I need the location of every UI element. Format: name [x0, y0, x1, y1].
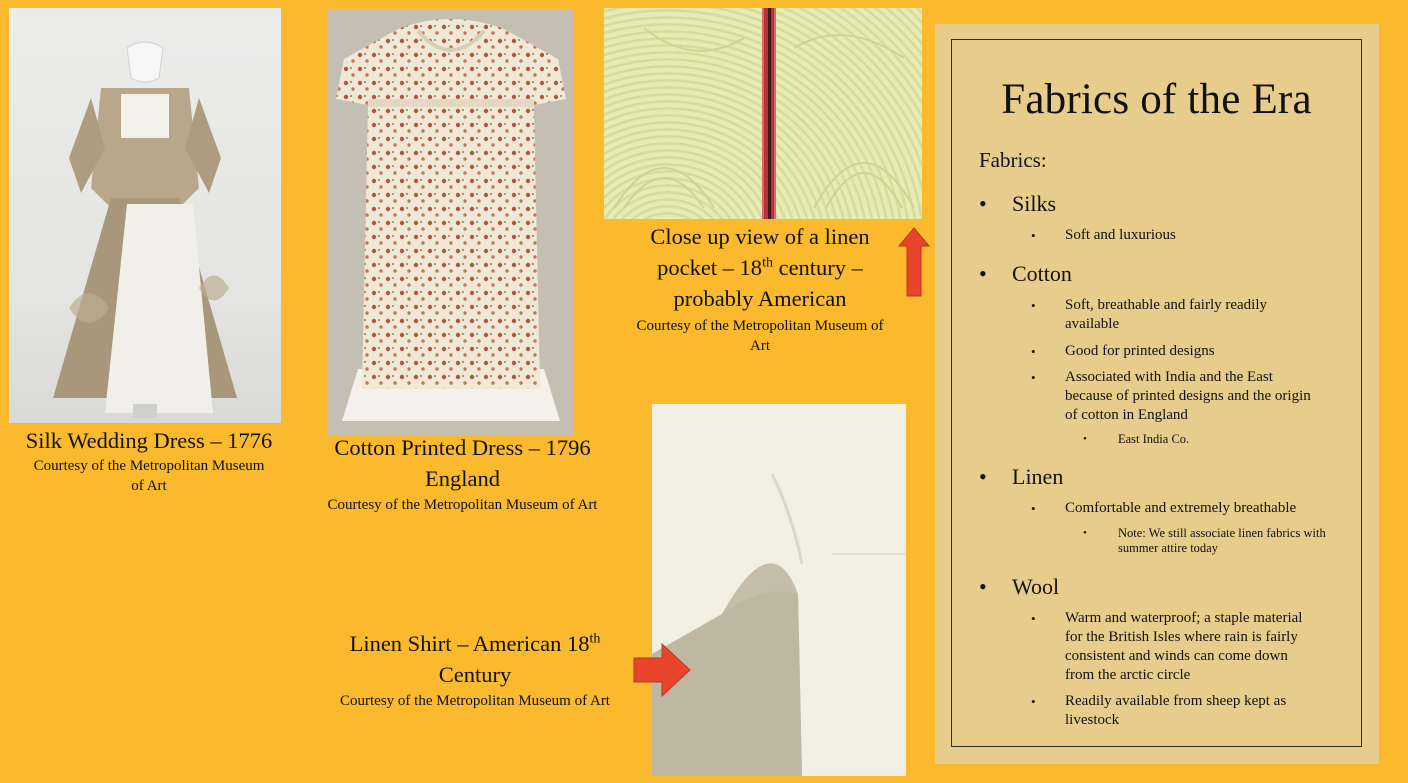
silk-dress-caption-title: Silk Wedding Dress – 1776: [25, 428, 273, 453]
wool-point-1: [1031, 609, 1311, 685]
pocket-illustration: [604, 8, 922, 219]
silk-wedding-dress-photo: [9, 8, 281, 423]
linen-point-1: [1031, 499, 1311, 518]
linen-pocket-credit: [600, 316, 920, 356]
cotton-dress-caption-title: [295, 432, 630, 494]
linen-pocket-credit-line2: Art: [750, 338, 770, 354]
fabric-heading-silks: [979, 190, 1056, 218]
linen-pocket-credit-line1: Courtesy of the Metropolitan Museum of: [636, 318, 884, 334]
cotton-point-2: [1031, 342, 1311, 361]
cotton-point-1: [1031, 296, 1311, 334]
linen-shirt-credit: Courtesy of the Metropolitan Museum of Art: [340, 693, 610, 709]
fabric-heading-silks-text: Silks: [1012, 191, 1057, 216]
linen-shirt-title-line1: [350, 631, 601, 656]
wool-point-1-text: Warm and waterproof; a staple material for the British Isles where rain is fairly consistent and winds can come down from the arctic circle: [1065, 610, 1303, 683]
cotton-dress-title-line1: Cotton Printed Dress – 1796: [334, 435, 591, 460]
bullet-icon: •: [1083, 433, 1087, 445]
linen-shirt-caption-title: [300, 628, 650, 690]
linen-point-1-text: Comfortable and extremely breathable: [1065, 500, 1297, 516]
fabric-heading-wool: [979, 573, 1059, 601]
shirt-illustration: [652, 404, 906, 776]
right-arrow-icon: [632, 642, 692, 698]
linen-pocket-title-line2-end: century –: [772, 255, 863, 280]
linen-pocket-title-sup: th: [762, 255, 773, 271]
bullet-icon: •: [1031, 370, 1036, 385]
linen-pocket-title-line2-text: pocket – 18: [657, 255, 763, 280]
cotton-point-1-text: Soft, breathable and fairly readily available: [1065, 297, 1268, 332]
silks-point-1: [1031, 226, 1311, 245]
silk-dress-credit-line2: of Art: [131, 478, 167, 494]
cotton-subpoint-1-text: East India Co.: [1118, 432, 1190, 446]
fabric-heading-linen: [979, 463, 1063, 491]
bullet-icon: •: [1031, 501, 1036, 516]
bullet-icon: •: [979, 191, 987, 216]
linen-shirt-title-line2: Century: [438, 662, 512, 687]
bullet-icon: •: [1031, 694, 1036, 709]
panel-intro: Fabrics:: [979, 148, 1047, 172]
bullet-icon: •: [979, 464, 987, 489]
silk-dress-illustration: [9, 8, 281, 423]
fabric-heading-cotton-text: Cotton: [1012, 261, 1072, 286]
bullet-icon: •: [1031, 611, 1036, 626]
linen-subpoint-1: [1083, 526, 1333, 556]
linen-shirt-title-line1-text: Linen Shirt – American 18: [349, 631, 590, 656]
linen-shirt-photo: [652, 404, 906, 776]
wool-point-2: [1031, 692, 1311, 730]
silk-dress-credit: [4, 456, 294, 496]
linen-pocket-caption-title: [600, 221, 920, 314]
linen-shirt-title-sup: th: [589, 631, 601, 647]
linen-subpoint-1-text: Note: We still associate linen fabrics with summer attire today: [1118, 526, 1326, 555]
fabric-heading-wool-text: Wool: [1012, 574, 1060, 599]
linen-pocket-title-line3: probably American: [673, 286, 847, 311]
fabric-heading-linen-text: Linen: [1012, 464, 1064, 489]
cotton-printed-dress-photo: [328, 9, 574, 436]
linen-pocket-closeup-photo: [604, 8, 922, 219]
cotton-subpoint-1: [1083, 432, 1333, 447]
cotton-point-3-text: Associated with India and the East because of printed designs and the origin of cotton in England: [1065, 369, 1311, 423]
fabric-heading-cotton: [979, 260, 1072, 288]
linen-pocket-title-line2: [657, 255, 863, 280]
panel-title: Fabrics of the Era: [1001, 76, 1312, 123]
cotton-dress-title-line2: England: [425, 466, 500, 491]
bullet-icon: •: [1031, 298, 1036, 313]
up-arrow-icon: [897, 226, 931, 298]
cotton-dress-illustration: [328, 9, 574, 436]
linen-pocket-title-line1: Close up view of a linen: [650, 224, 870, 249]
cotton-point-2-text: Good for printed designs: [1065, 343, 1215, 359]
bullet-icon: •: [1031, 344, 1036, 359]
bullet-icon: •: [1031, 228, 1036, 243]
cotton-point-3: [1031, 368, 1311, 425]
bullet-icon: •: [979, 261, 987, 286]
silks-point-1-text: Soft and luxurious: [1065, 227, 1176, 243]
bullet-icon: •: [1083, 527, 1087, 539]
cotton-dress-credit: Courtesy of the Metropolitan Museum of Art: [327, 497, 598, 513]
silk-dress-credit-line1: Courtesy of the Metropolitan Museum: [33, 458, 265, 474]
wool-point-2-text: Readily available from sheep kept as livestock: [1065, 693, 1287, 728]
bullet-icon: •: [979, 574, 987, 599]
